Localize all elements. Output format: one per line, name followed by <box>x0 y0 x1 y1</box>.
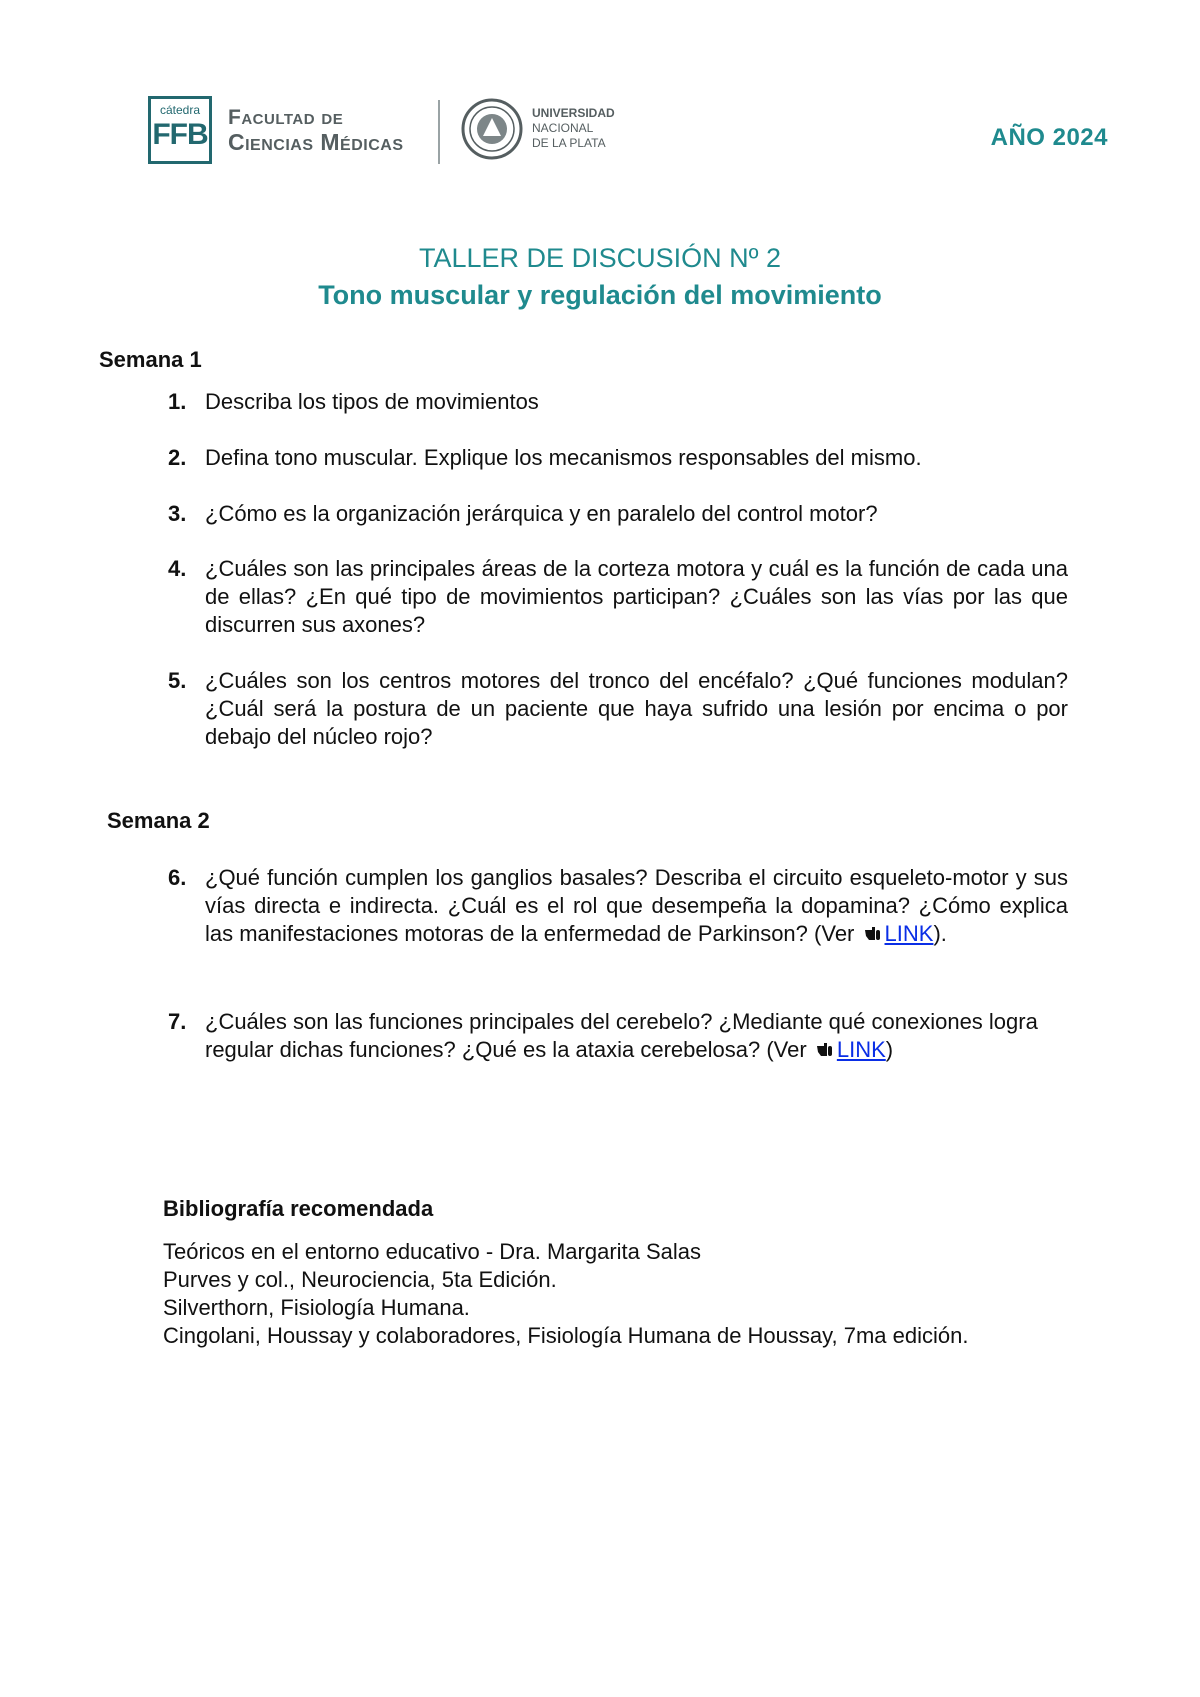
unlp-line1: UNIVERSIDAD <box>532 106 615 120</box>
pointing-hand-icon <box>863 924 883 944</box>
logo-small-text: cátedra <box>159 103 201 117</box>
bibliography-item: Silverthorn, Fisiología Humana. <box>163 1295 470 1320</box>
page-header <box>148 96 1108 170</box>
facultad-line2: Ciencias Médicas <box>228 129 404 155</box>
page-title: TALLER DE DISCUSIÓN Nº 2 <box>419 243 781 273</box>
logo-big-text: FFB <box>152 118 208 151</box>
facultad-logo-text <box>228 106 404 154</box>
see-close: ) <box>885 1037 894 1062</box>
bibliography-item: Cingolani, Houssay y colaboradores, Fisiología Humana de Houssay, 7ma edición. <box>163 1323 969 1348</box>
week1-heading: Semana 1 <box>99 347 202 372</box>
bibliography-list <box>163 1238 968 1350</box>
question-number: 7. <box>168 1009 187 1034</box>
question-number: 2. <box>168 445 187 470</box>
question-6-body: ¿Qué función cumplen los ganglios basales? Describa el circuito esqueleto-motor y sus vías directa e indirecta. ¿Cuál es el rol que desempeña la dopamina? ¿Cómo explica las manifestaciones motoras de la enfermedad de Parkinson? <box>205 865 1068 946</box>
question-text: ¿Cuáles son las principales áreas de la corteza motora y cuál es la función de cada una de ellas? ¿En qué tipo de movimientos participan? ¿Cuáles son las vías por las que discurren sus axones? <box>205 556 1068 637</box>
question-text: ¿Cómo es la organización jerárquica y en paralelo del control motor? <box>205 501 878 526</box>
university-seal-icon <box>461 98 523 160</box>
question-text <box>205 1008 1068 1064</box>
q7-link[interactable]: LINK <box>836 1037 886 1062</box>
question-number: 6. <box>168 865 187 890</box>
question-text: ¿Cuáles son los centros motores del tronco del encéfalo? ¿Qué funciones modulan? ¿Cuál será la postura de un paciente que haya sufrido una lesión por encima o por debajo del núcleo rojo? <box>205 668 1068 749</box>
unlp-line2: NACIONAL <box>532 121 594 135</box>
question-number: 5. <box>168 668 187 693</box>
logo-divider <box>438 100 440 164</box>
see-close: ). <box>933 921 947 946</box>
unlp-logo-text <box>532 106 615 151</box>
pointing-hand-icon <box>815 1040 835 1060</box>
question-7-body: ¿Cuáles son las funciones principales del cerebelo? ¿Mediante qué conexiones logra regular dichas funciones? ¿Qué es la ataxia cerebelosa? <box>205 1009 1038 1062</box>
week2-heading: Semana 2 <box>107 808 210 833</box>
question-number: 1. <box>168 389 187 414</box>
year-label: AÑO 2024 <box>990 124 1108 151</box>
page-subtitle: Tono muscular y regulación del movimiento <box>318 280 882 310</box>
see-label: (Ver <box>814 921 855 946</box>
question-text: Defina tono muscular. Explique los mecanismos responsables del mismo. <box>205 445 922 470</box>
question-number: 4. <box>168 556 187 581</box>
question-text <box>205 864 1068 948</box>
unlp-line3: DE LA PLATA <box>532 136 606 150</box>
bibliography-heading: Bibliografía recomendada <box>163 1196 434 1221</box>
see-label: (Ver <box>766 1037 807 1062</box>
bibliography-item: Purves y col., Neurociencia, 5ta Edición. <box>163 1267 557 1292</box>
question-number: 3. <box>168 501 187 526</box>
catedra-ffb-logo <box>148 96 212 164</box>
q6-link[interactable]: LINK <box>884 921 934 946</box>
bibliography-item: Teóricos en el entorno educativo - Dra. Margarita Salas <box>163 1239 702 1264</box>
question-text: Describa los tipos de movimientos <box>205 389 539 414</box>
facultad-line1: Facultad de <box>228 106 344 129</box>
